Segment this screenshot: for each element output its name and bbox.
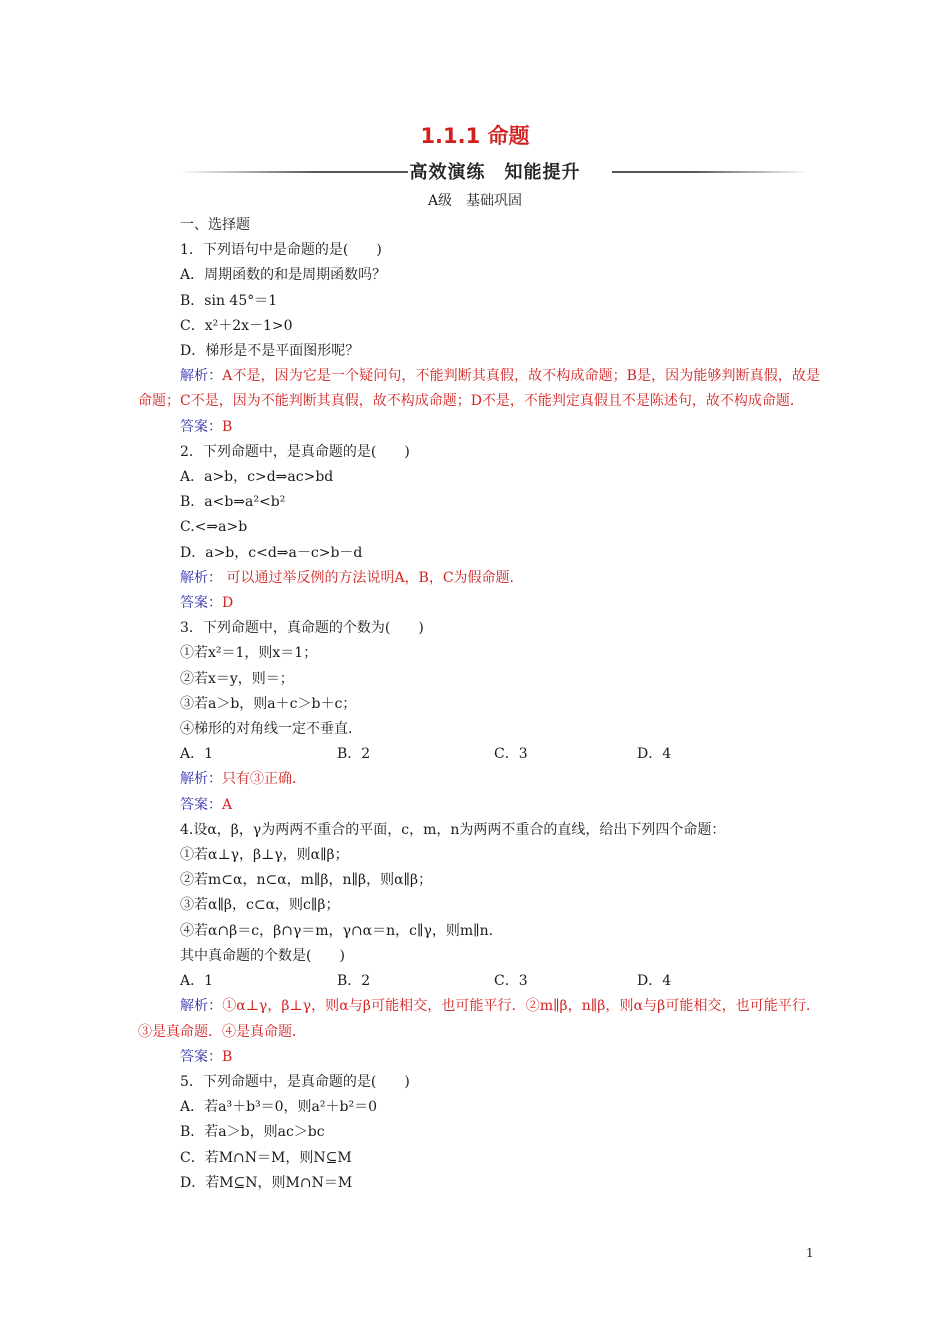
q2-stem: 2．下列命题中，是真命题的是( ) bbox=[180, 443, 410, 460]
exercise-content bbox=[138, 213, 820, 1196]
section-banner bbox=[180, 158, 810, 186]
q4-answer bbox=[138, 1045, 820, 1070]
q4-item-3: ③若α∥β，c⊂α，则c∥β； bbox=[180, 897, 340, 914]
q4-choice-a: A．1 bbox=[180, 973, 214, 990]
q4-choice-c: C．3 bbox=[494, 973, 528, 990]
q3-item-3: ③若a＞b，则a＋c＞b＋c； bbox=[180, 695, 357, 712]
answer-label: 答案： bbox=[180, 595, 222, 612]
q4-analysis-text: ①α⊥γ，β⊥γ，则α与β可能相交，也可能平行．②m∥β，n∥β，则α与β可能相交，也可能平行．③是真命题．④是真命题． bbox=[138, 998, 821, 1040]
q2-analysis-text: 可以通过举反例的方法说明A，B，C为假命题． bbox=[222, 569, 524, 586]
q2-option-d: D．a>b，c<d⇒a－c>b－d bbox=[180, 544, 363, 561]
q5-stem: 5．下列命题中，是真命题的是( ) bbox=[180, 1073, 410, 1090]
q2-option-a: A．a>b，c>d⇒ac>bd bbox=[180, 469, 334, 486]
q1-answer bbox=[138, 415, 820, 440]
q4-item-4: ④若α∩β＝c，β∩γ＝m，γ∩α＝n，c∥γ，则m∥n. bbox=[180, 922, 494, 939]
q2-option-b: B．a<b⇒a²<b² bbox=[180, 494, 286, 511]
q1-option-c: C．x²＋2x－1>0 bbox=[180, 317, 293, 334]
q4-answer-value: B bbox=[222, 1048, 233, 1065]
q1-stem: 1．下列语句中是命题的是( ) bbox=[180, 242, 382, 259]
answer-label: 答案： bbox=[180, 1048, 222, 1065]
q3-analysis bbox=[138, 767, 820, 792]
q1-analysis bbox=[138, 364, 820, 414]
q3-item-2: ②若x＝y，则＝； bbox=[180, 670, 294, 687]
q3-choice-a: A．1 bbox=[180, 746, 214, 763]
q4-choice-d: D．4 bbox=[637, 973, 672, 990]
q4-choices bbox=[138, 969, 820, 994]
q1-option-b: B．sin 45°＝1 bbox=[180, 292, 278, 309]
q2-answer-value: D bbox=[222, 595, 234, 612]
answer-label: 答案： bbox=[180, 796, 222, 813]
analysis-label: 解析： bbox=[180, 771, 222, 788]
q2-option-c: C.<⇒a>b bbox=[180, 519, 248, 536]
q5-option-b: B．若a＞b，则ac＞bc bbox=[180, 1124, 325, 1141]
q1-analysis-text: A不是，因为它是一个疑问句，不能判断其真假，故不构成命题；B是，因为能够判断真假，故是命题；C不是，因为不能判断其真假，故不构成命题；D不是，不能判定真假且不是陈述句，故不构成命题． bbox=[138, 368, 820, 410]
q5-option-a: A．若a³＋b³＝0，则a²＋b²＝0 bbox=[180, 1099, 377, 1116]
q3-choice-d: D．4 bbox=[637, 746, 672, 763]
q4-item-2: ②若m⊂α，n⊂α，m∥β，n∥β，则α∥β； bbox=[180, 872, 433, 889]
q3-stem: 3．下列命题中，真命题的个数为( ) bbox=[180, 620, 424, 637]
answer-label: 答案： bbox=[180, 418, 222, 435]
banner-text: 高效演练 知能提升 bbox=[409, 162, 581, 183]
q3-choice-c: C．3 bbox=[494, 746, 528, 763]
q5-option-d: D．若M⊆N，则M∩N＝M bbox=[180, 1174, 353, 1191]
q2-answer bbox=[138, 591, 820, 616]
q3-answer-value: A bbox=[222, 796, 233, 813]
q4-question: 其中真命题的个数是( ) bbox=[180, 947, 345, 964]
q3-item-1: ①若x²＝1，则x＝1； bbox=[180, 645, 318, 662]
q2-analysis bbox=[138, 566, 820, 591]
q4-choice-b: B．2 bbox=[337, 973, 371, 990]
q3-item-4: ④梯形的对角线一定不垂直． bbox=[180, 721, 362, 738]
page-number: 1 bbox=[806, 1246, 814, 1260]
q1-option-a: A．周期函数的和是周期函数吗？ bbox=[180, 267, 387, 284]
section-heading: 一、选择题 bbox=[180, 217, 250, 233]
q3-answer bbox=[138, 793, 820, 818]
q5-option-c: C．若M∩N＝M，则N⊆M bbox=[180, 1149, 352, 1166]
analysis-label: 解析： bbox=[180, 998, 223, 1015]
q4-stem: 4.设α，β，γ为两两不重合的平面，c，m，n为两两不重合的直线，给出下列四个命题： bbox=[180, 821, 726, 838]
page-title: 1.1.1 命题 bbox=[420, 124, 530, 148]
q1-option-d: D．梯形是不是平面图形呢？ bbox=[180, 343, 360, 360]
level-heading: A级 基础巩固 bbox=[427, 193, 523, 209]
q1-answer-value: B bbox=[222, 418, 233, 435]
q4-item-1: ①若α⊥γ，β⊥γ，则α∥β； bbox=[180, 847, 349, 864]
q3-choices bbox=[138, 742, 820, 767]
analysis-label: 解析： bbox=[180, 368, 223, 385]
q3-analysis-text: 只有③正确． bbox=[222, 771, 306, 788]
q4-analysis bbox=[138, 994, 820, 1044]
q3-choice-b: B．2 bbox=[337, 746, 371, 763]
analysis-label: 解析： bbox=[180, 569, 222, 586]
